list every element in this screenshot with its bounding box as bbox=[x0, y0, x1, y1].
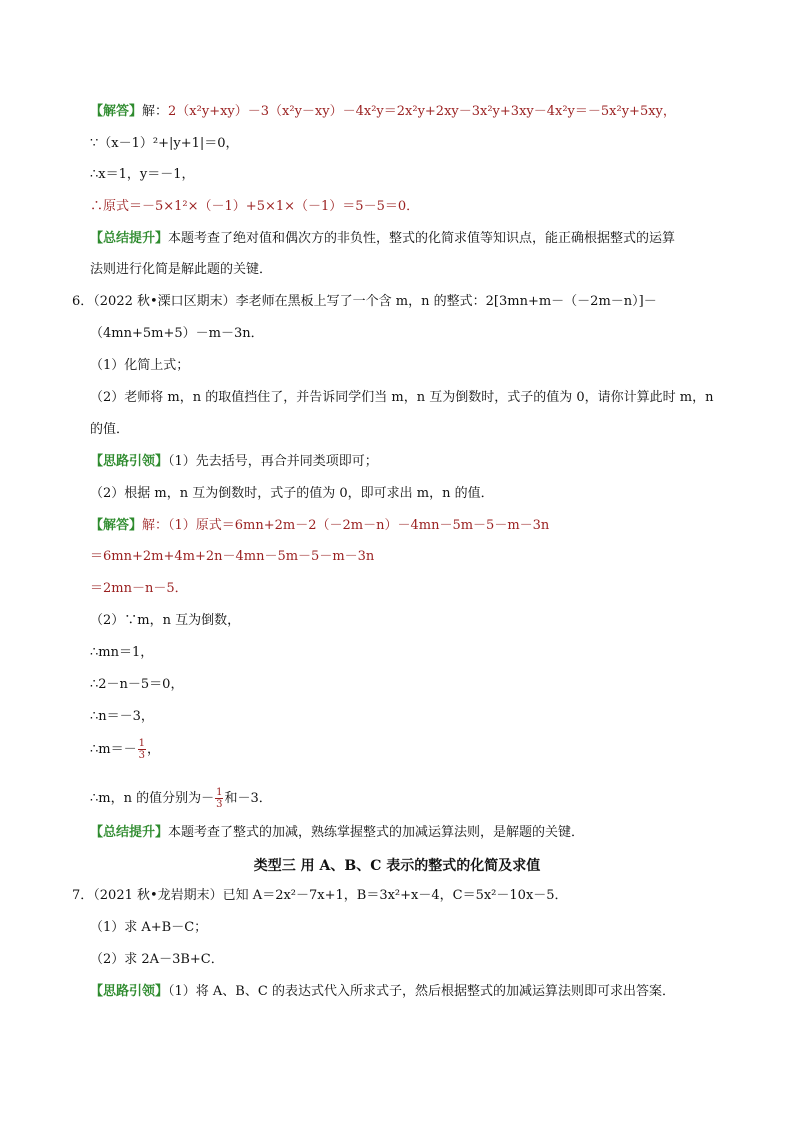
m-value-prefix: ∴m＝－ bbox=[90, 742, 137, 757]
q6-answer-line9 bbox=[90, 787, 272, 810]
q7-part2: （2）求 2A－3B+C． bbox=[90, 952, 224, 967]
q6-answer-line1 bbox=[90, 517, 549, 535]
q6-stem-line2: （4mn+5m+5）－m－3n． bbox=[90, 326, 264, 341]
hint-text: （1）将 A、B、C 的表达式代入所求式子，然后根据整式的加减运算法则即可求出答案． bbox=[168, 984, 675, 999]
summary-tag: 【总结提升】 bbox=[90, 825, 169, 840]
answer-tag: 【解答】 bbox=[90, 104, 143, 119]
m-value-suffix: ， bbox=[146, 742, 160, 757]
section-heading: 类型三 用 A、B、C 表示的整式的化简及求值 bbox=[253, 858, 541, 874]
fraction-denominator: 3 bbox=[138, 750, 145, 761]
q6-stem-line1 bbox=[72, 293, 657, 311]
hint-tag: 【思路引领】 bbox=[90, 984, 169, 999]
q6-answer-line2: ＝6mn+2m+4m+2n－4mn－5m－5－m－3n bbox=[90, 549, 375, 564]
fraction-one-third bbox=[138, 738, 146, 761]
q6-answer-line4: （2）∵m，n 互为倒数， bbox=[90, 613, 241, 628]
question-number: 6． bbox=[72, 294, 94, 309]
q6-summary bbox=[90, 824, 584, 842]
answer-tag: 【解答】 bbox=[90, 518, 143, 533]
question-number: 7． bbox=[72, 888, 94, 903]
mn-values-prefix: ∴m，n 的值分别为－ bbox=[90, 791, 215, 806]
q5-original-value: ∴原式＝－5×1²×（－1）+5×1×（－1）＝5－5＝0． bbox=[90, 199, 420, 214]
fraction-one-third bbox=[215, 787, 223, 810]
q6-hint-line1 bbox=[90, 453, 378, 471]
summary-text: 本题考查了整式的加减，熟练掌握整式的加减运算法则，是解题的关键． bbox=[168, 825, 585, 840]
q5-summary-line2: 法则进行化简是解此题的关键． bbox=[90, 262, 273, 277]
question-source: （2021 秋•龙岩期末） bbox=[93, 888, 223, 903]
q6-answer-line8 bbox=[90, 738, 160, 761]
q5-answer-line bbox=[90, 103, 676, 121]
fraction-numerator: 1 bbox=[138, 738, 145, 749]
summary-text: 本题考查了绝对值和偶次方的非负性，整式的化简求值等知识点，能正确根据整式的运算 bbox=[168, 231, 676, 246]
q7-stem bbox=[72, 887, 568, 905]
question-source: （2022 秋•溧口区期末） bbox=[93, 294, 236, 309]
fraction-denominator: 3 bbox=[216, 799, 223, 810]
question-stem: 已知 A＝2x²－7x+1，B＝3x²+x－4，C＝5x²－10x－5． bbox=[222, 888, 568, 903]
hint-text: （1）先去括号，再合并同类项即可； bbox=[168, 454, 378, 469]
q6-answer-line6: ∴2－n－5＝0， bbox=[90, 677, 184, 692]
q6-answer-line3: ＝2mn－n－5． bbox=[90, 581, 188, 596]
q6-part2-line1: （2）老师将 m，n 的取值挡住了，并告诉同学们当 m，n 互为倒数时，式子的值为 0，请你计算此时 m，n bbox=[90, 390, 714, 405]
hint-tag: 【思路引领】 bbox=[90, 454, 169, 469]
q5-summary-line1 bbox=[90, 230, 675, 248]
q7-part1: （1）求 A+B－C； bbox=[90, 920, 208, 935]
q6-answer-line5: ∴mn＝1， bbox=[90, 645, 154, 660]
fraction-numerator: 1 bbox=[216, 787, 223, 798]
question-stem: 李老师在黑板上写了一个含 m，n 的整式：2[3mn+m－（－2m－n）]－ bbox=[235, 294, 657, 309]
q6-part2-line2: 的值． bbox=[90, 422, 130, 437]
q7-hint bbox=[90, 983, 675, 1001]
q6-answer-line7: ∴n＝－3， bbox=[90, 709, 154, 724]
q6-part1: （1）化简上式； bbox=[90, 358, 190, 373]
q6-hint-line2: （2）根据 m，n 互为倒数时，式子的值为 0，即可求出 m，n 的值． bbox=[90, 486, 494, 501]
answer-expression: 2（x²y+xy）－3（x²y－xy）－4x²y＝2x²y+2xy－3x²y+3xy－4x²y＝－5x²y+5xy， bbox=[168, 104, 676, 119]
answer-prefix: 解： bbox=[142, 104, 169, 119]
q5-condition: ∵（x－1）²+|y+1|＝0， bbox=[90, 136, 239, 151]
summary-tag: 【总结提升】 bbox=[90, 231, 169, 246]
answer-step: 解：（1）原式＝6mn+2m－2（－2m－n）－4mn－5m－5－m－3n bbox=[142, 518, 550, 533]
mn-values-suffix: 和－3． bbox=[224, 791, 272, 806]
q5-result-xy: ∴x＝1，y＝－1， bbox=[90, 167, 195, 182]
